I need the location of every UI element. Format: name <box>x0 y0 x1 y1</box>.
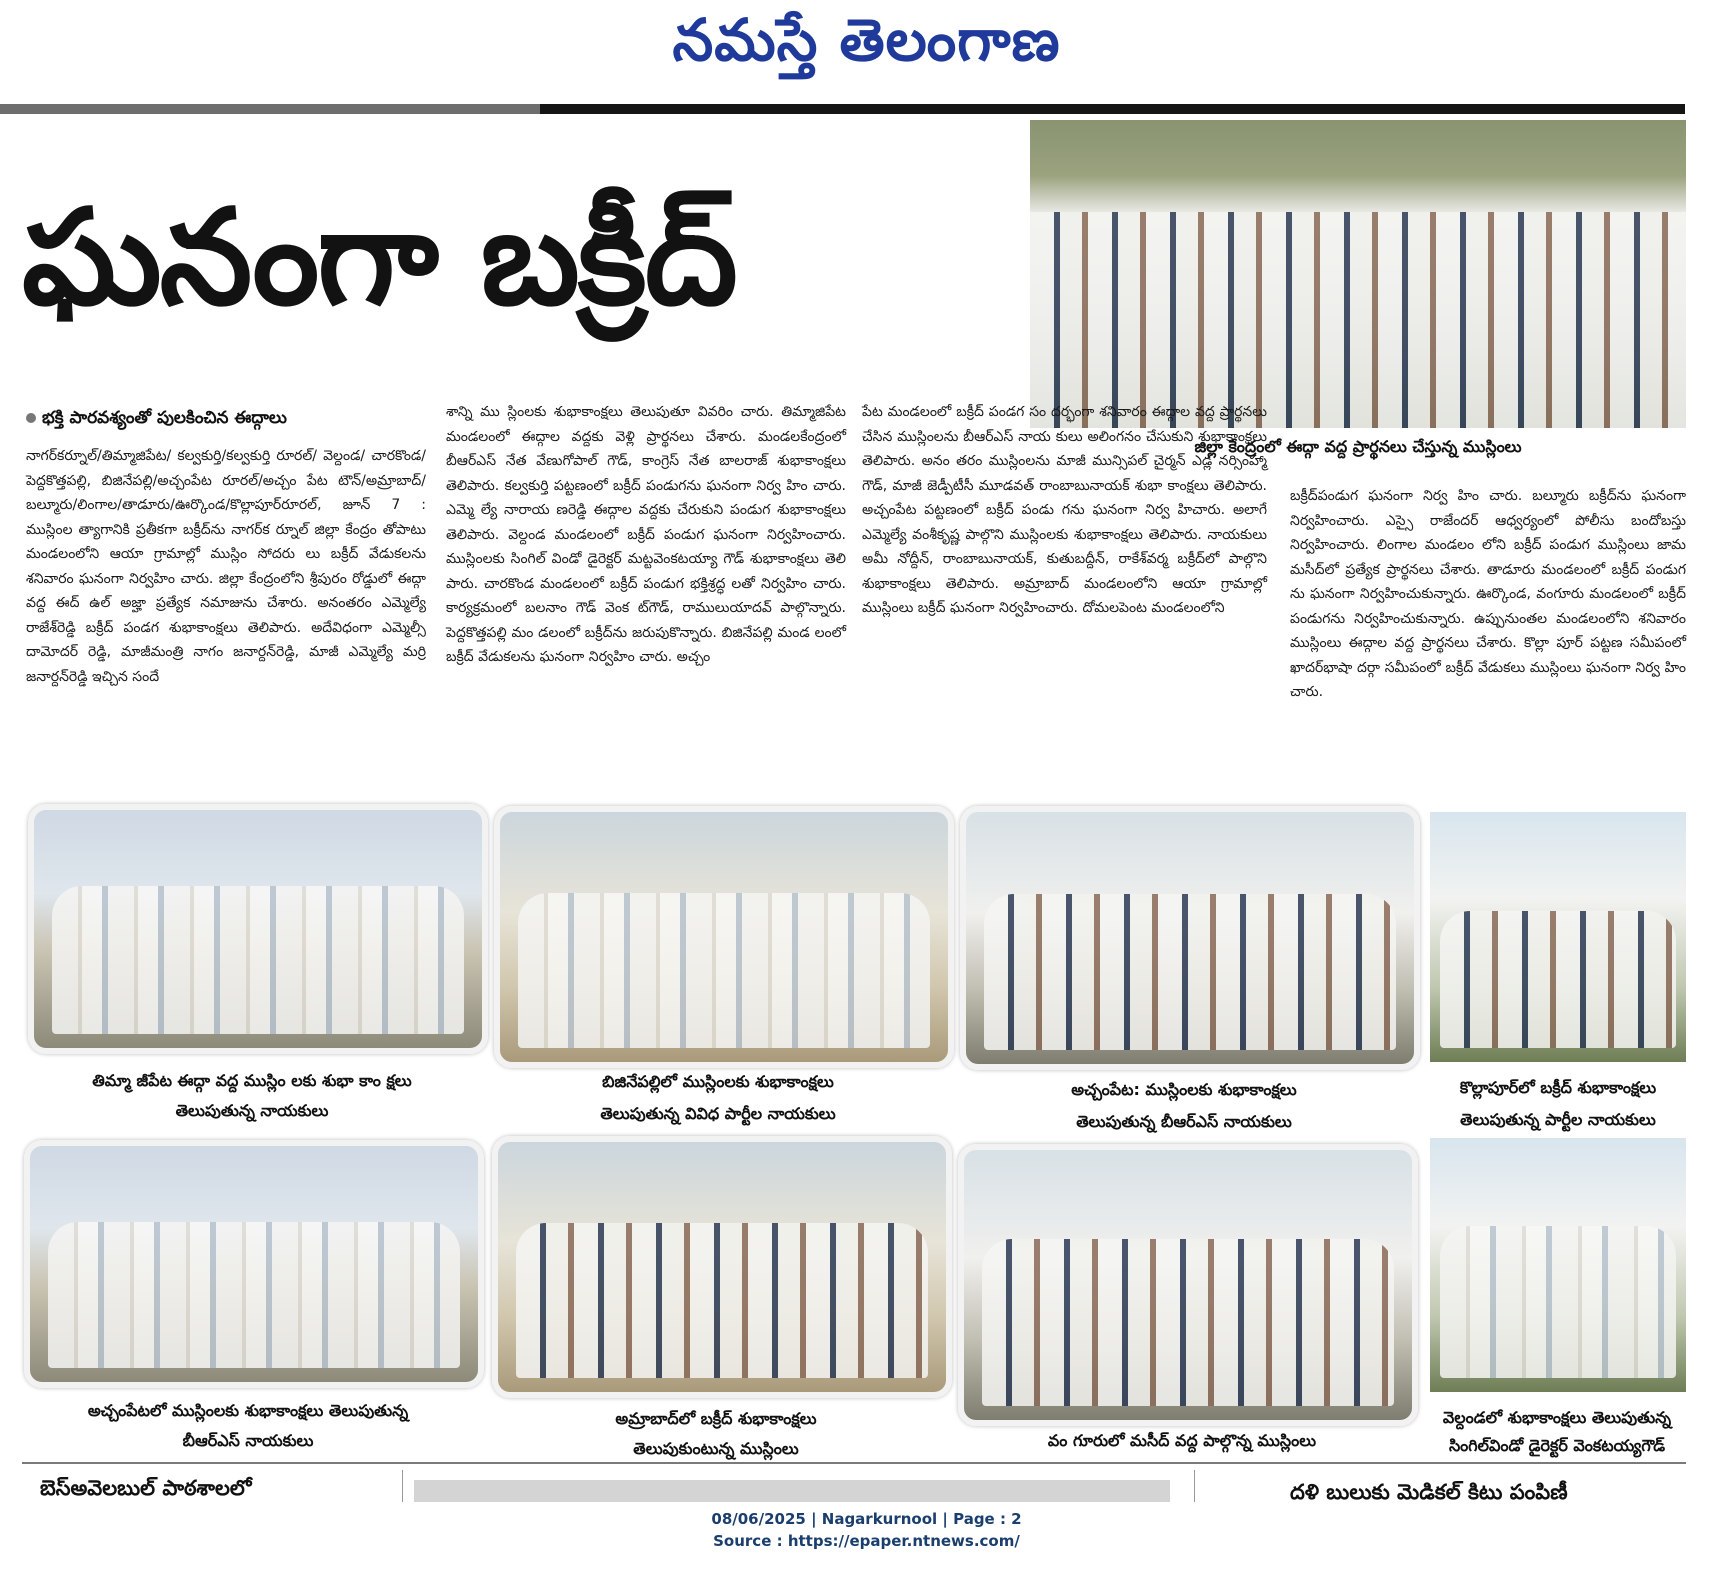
masthead-rule-gray <box>0 104 540 114</box>
group-photo <box>516 1223 928 1378</box>
article-column-3: పేట మండలంలో బక్రీద్ పండగ సం దర్భంగా శనివారం ఈద్గాల వద్ద ప్రార్థనలు చేసిన ముస్లింలను బీఆర్ఎస్ నాయ కులు అలింగనం చేసుకుని శుభాకాంక్షలు తెలిపారు. అనం తరం ముస్లింలను మాజీ మున్సిపల్ చైర్మన్ ఎడ్ల నర్సింహ్మా గౌడ్, మాజీ జెడ్పీటీసీ మూడవత్ రాంబాబునాయక్ శుభా కాంక్షలు తెలిపారు. అచ్చంపేట పట్టణంలో బక్రీద్ పండు గను ఘనంగా నిర్వ హిచారు. అలాగే ఎమ్మెల్యే వంశీకృష్ణ పాల్గొని ముస్లింలకు శుభాకాంక్షలు తెలిపారు. నాయకులు అమీ నోద్దీన్, రాంబాబునాయక్, కుతుబద్దీన్, రాకేశ్‌వర్మ బక్రీద్‌లో పాల్గొని శుభాకాంక్షలు తెలిపారు. అమ్రాబాద్ మండలంలోని ఆయా గ్రామాల్లో ముస్లింలు బక్రీద్ ఘనంగా నిర్వహించారు. దోమలపెంట మండలంలోని <box>862 404 1267 616</box>
bottom-rule <box>22 1462 1686 1464</box>
photo-vangur <box>958 1144 1418 1426</box>
group-photo <box>1440 911 1676 1049</box>
group-photo <box>982 1239 1394 1406</box>
photo-thimmajipet <box>28 804 488 1054</box>
masthead <box>0 0 1733 100</box>
photo-achampet-brs <box>24 1140 484 1388</box>
bottom-divider-2 <box>1194 1470 1195 1502</box>
photo-bijinepalli <box>494 806 954 1068</box>
photo-veldanda <box>1430 1138 1686 1392</box>
photo-caption-8: వెల్దండలో శుభాకాంక్షలు తెలుపుతున్న సింగిల్‌విండో డైరెక్టర్ వెంకటయ్యగౌడ్ <box>1442 1408 1672 1455</box>
group-photo <box>1440 1226 1676 1378</box>
photo-kollapur <box>1430 812 1686 1062</box>
article-column-1: నాగర్‌కర్నూల్/తిమ్మాజిపేట/ కల్వకుర్తి/కల్వకుర్తి రూరల్/ వెల్దండ/ చారకొండ/పెద్దకొత్తపల్లి, బిజినేపల్లి/అచ్చంపేట రూరల్/అచ్చం పేట టౌన్/అమ్రాబాద్/ బల్మూరు/లింగాల/తాడూరు/ఊర్కొండ/కొల్లాపూర్‌రూరల్, జూన్ 7 : ముస్లింల త్యాగానికి ప్రతీకగా బక్రీద్‌ను నాగర్‌క ర్నూల్ జిల్లా కేంద్రం తోపాటు మండలంలోని ఆయా గ్రామాల్లో ముస్లిం సోదరు లు బక్రీద్ వేడుకలను శనివారం ఘనంగా నిర్వహిం చారు. జిల్లా కేంద్రంలోని శ్రీపురం రోడ్డులో ఈద్గా వద్ద ఈద్ ఉల్ అజ్హా ప్రత్యేక నమాజును చేశారు. అనంతరం ఎమ్మెల్యే రాజేశ్‌రెడ్డి బక్రీద్ పండగ శుభాకాంక్షలు తెలిపారు. అదేవిధంగా ఎమ్మెల్సీ దామోదర్ రెడ్డి, మాజీమంత్రి నాగం జనార్దన్‌రెడ్డి, మాజీ ఎమ్మెల్యే మర్రి జనార్దన్‌రెడ్డి ఇచ్చిన సందే <box>26 448 426 685</box>
photo-caption-2: బిజినేపల్లిలో ముస్లింలకు శుభాకాంక్షలు తెలుపుతున్న వివిధ పార్టీల నాయకులు <box>600 1072 836 1123</box>
bottom-left-headline: బెస్‌అవెలబుల్ పాఠశాలలో <box>40 1476 252 1500</box>
photo-caption-7: వం గూరులో మసీద్ వద్ద పాల్గొన్న ముస్లింలు <box>1047 1431 1317 1450</box>
footer-source: Source : https://epaper.ntnews.com/ <box>713 1532 1020 1550</box>
footer <box>0 1508 1733 1552</box>
bottom-divider-1 <box>402 1470 403 1502</box>
main-photo-caption: జిల్లా కేంద్రంలో ఈద్గా వద్ద ప్రార్థనలు చేస్తున్న ముస్లింలు <box>1194 437 1522 456</box>
photo-achampet <box>960 806 1420 1070</box>
main-photo <box>1030 120 1686 428</box>
bullet-icon <box>26 413 36 423</box>
photo-caption-3: అచ్చంపేట: ముస్లింలకు శుభాకాంక్షలు తెలుపుతున్న బీఆర్ఎస్ నాయకులు <box>1071 1080 1297 1131</box>
headline: ఘనంగా బక్రీద్ <box>22 181 736 335</box>
article-column-2: శాన్ని ము స్లింలకు శుభాకాంక్షలు తెలుపుతూ వివరిం చారు. తిమ్మాజిపేట మండలంలో ఈద్గాల వద్దకు వెళ్లి ప్రార్థనలు చేశారు. మండలకేంద్రంలో బీఆర్ఎస్ నేత వేణుగోపాల్ గౌడ్, కాంగ్రెస్ నేత బాలరాజ్ శుభాకాంక్షలు తెలిపారు. కల్వకుర్తి పట్టణంలో బక్రీద్ పండుగను ఘనంగా నిర్వ హిం చారు. ఎమ్మె ల్యే నారాయ ణరెడ్డి ఈద్గాల వద్దకు చేరుకుని పండుగ శుభాకాంక్షలు తెలిపారు. వెల్దండ మండలంలో బక్రీద్ పండుగ ఘనంగా నిర్వహించారు. ముస్లింలకు సింగిల్ విండో డైరెక్టర్ మట్టవెంకటయ్యా గౌడ్ శుభాకాంక్షలు తెలి పారు. చారకొండ మండలంలో బక్రీద్ పండుగ భక్తిశ్రద్ధ లతో నిర్వహిం చారు. కార్యక్రమంలో బలనాం గౌడ్ వెంక ట్‌గౌడ్, రాములుయాదవ్ పాల్గొన్నారు. పెద్దకొత్తపల్లి మం డలంలో బక్రీద్‌ను జరుపుకొన్నారు. బిజినేపల్లి మండ లంలో బక్రీద్ వేడుకలను ఘనంగా నిర్వహిం చారు. అచ్చం <box>446 404 846 665</box>
footer-date-page: 08/06/2025 | Nagarkurnool | Page : 2 <box>711 1510 1022 1528</box>
crowd-praying <box>1030 212 1686 428</box>
photo-caption-6: అమ్రాబాద్‌లో బక్రీద్ శుభాకాంక్షలు తెలుపుకుంటున్న ముస్లింలు <box>615 1409 817 1458</box>
bottom-center-headline-strip <box>414 1480 1170 1502</box>
group-photo <box>52 886 464 1034</box>
subheadline: భక్తి పారవశ్యంతో పులకించిన ఈద్గాలు <box>26 408 426 432</box>
photo-amrabad <box>492 1136 952 1398</box>
bottom-right-headline: దళి బులుకు మెడికల్ కిటు పంపిణీ <box>1290 1480 1568 1502</box>
group-photo <box>518 893 930 1048</box>
group-photo <box>984 894 1396 1050</box>
photo-caption-5: అచ్చంపేటలో ముస్లింలకు శుభాకాంక్షలు తెలుపుతున్న బీఆర్ఎస్ నాయకులు <box>87 1401 409 1450</box>
masthead-rule-black <box>540 104 1685 114</box>
group-photo <box>48 1222 460 1368</box>
newspaper-logo: నమస్తే తెలంగాణ <box>672 6 1061 74</box>
photo-caption-4: కొల్లాపూర్‌లో బక్రీద్ శుభాకాంక్షలు తెలుపుతున్న పార్టీల నాయకులు <box>1459 1078 1657 1129</box>
article-column-4: బక్రీద్‌పండుగ ఘనంగా నిర్వ హిం చారు. బల్మూరు బక్రీద్‌ను ఘనంగా నిర్వహించారు. ఎస్సై రాజేందర్ ఆధ్వర్యంలో పోలీసు బందోబస్తు నిర్వహించారు. లింగాల మండలం లోని బక్రీద్ పండుగ ముస్లింలు జామ మసీద్‌లో ప్రత్యేక ప్రార్థనలు చేశారు. తాడూరు మండలంలో బక్రీద్ పండుగ ను ఘనంగా నిర్వహించుకున్నారు. ఊర్కొండ, వంగూరు మండలంలో బక్రీద్ పండుగను నిర్వహించుకున్నారు. ఉప్పునుంతల మండలంలోని శనివారం ముస్లింలు ఈద్గాల వద్ద ప్రార్థనలు చేశారు. కొల్లా పూర్ పట్టణ సమీపంలో ఖాదర్‌భాషా దర్గా సమీపంలో బక్రీద్ వేడుకలు ముస్లింలు ఘనంగా నిర్వ హిం చారు. <box>1290 488 1686 700</box>
photo-caption-1: తిమ్మా జీపేట ఈద్గా వద్ద ముస్లిం లకు శుభా కాం క్షలు తెలుపుతున్న నాయకులు <box>92 1071 412 1120</box>
